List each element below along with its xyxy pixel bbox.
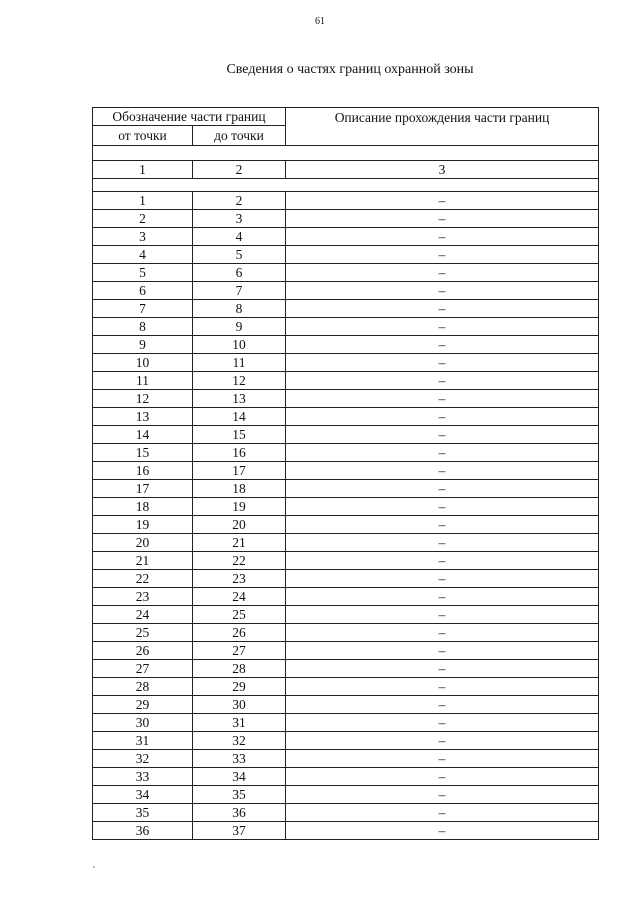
table-row xyxy=(93,732,599,750)
to-point-cell: 25 xyxy=(193,606,286,624)
from-point-cell: 4 xyxy=(93,246,193,264)
description-cell: – xyxy=(286,552,599,570)
to-point-cell: 28 xyxy=(193,660,286,678)
to-point-cell: 5 xyxy=(193,246,286,264)
from-point-cell: 31 xyxy=(93,732,193,750)
table-row xyxy=(93,462,599,480)
to-point-cell: 21 xyxy=(193,534,286,552)
description-cell: – xyxy=(286,354,599,372)
to-point-cell: 23 xyxy=(193,570,286,588)
to-point-cell: 11 xyxy=(193,354,286,372)
to-point-cell: 2 xyxy=(193,192,286,210)
from-point-cell: 17 xyxy=(93,480,193,498)
description-cell: – xyxy=(286,426,599,444)
spacer-row xyxy=(93,179,599,192)
description-cell: – xyxy=(286,606,599,624)
from-point-cell: 33 xyxy=(93,768,193,786)
table-row xyxy=(93,534,599,552)
table-row xyxy=(93,804,599,822)
from-point-cell: 24 xyxy=(93,606,193,624)
spacer-row xyxy=(93,146,599,161)
description-cell: – xyxy=(286,300,599,318)
from-point-cell: 26 xyxy=(93,642,193,660)
description-cell: – xyxy=(286,570,599,588)
description-cell: – xyxy=(286,714,599,732)
table-row xyxy=(93,678,599,696)
to-point-cell: 24 xyxy=(193,588,286,606)
description-cell: – xyxy=(286,444,599,462)
table-row xyxy=(93,372,599,390)
to-point-cell: 7 xyxy=(193,282,286,300)
table-row xyxy=(93,300,599,318)
from-point-cell: 3 xyxy=(93,228,193,246)
from-point-cell: 9 xyxy=(93,336,193,354)
document-title: Сведения о частях границ охранной зоны xyxy=(226,62,474,77)
from-point-cell: 7 xyxy=(93,300,193,318)
designation-header: Обозначение части границ xyxy=(93,108,286,126)
table-row xyxy=(93,408,599,426)
to-point-cell: 15 xyxy=(193,426,286,444)
to-point-cell: 4 xyxy=(193,228,286,246)
boundary-parts-table xyxy=(92,107,599,840)
table-row xyxy=(93,606,599,624)
to-point-cell: 26 xyxy=(193,624,286,642)
to-point-cell: 33 xyxy=(193,750,286,768)
from-point-cell: 23 xyxy=(93,588,193,606)
description-cell: – xyxy=(286,624,599,642)
description-cell: – xyxy=(286,390,599,408)
from-point-cell: 28 xyxy=(93,678,193,696)
to-point-header: до точки xyxy=(193,126,286,146)
table-row xyxy=(93,192,599,210)
to-point-cell: 19 xyxy=(193,498,286,516)
spacer-cell xyxy=(93,146,599,161)
description-cell: – xyxy=(286,786,599,804)
description-cell: – xyxy=(286,534,599,552)
from-point-cell: 20 xyxy=(93,534,193,552)
to-point-cell: 13 xyxy=(193,390,286,408)
column-number-1: 1 xyxy=(93,161,193,179)
table-row xyxy=(93,228,599,246)
from-point-cell: 2 xyxy=(93,210,193,228)
from-point-cell: 15 xyxy=(93,444,193,462)
description-cell: – xyxy=(286,192,599,210)
from-point-header: от точки xyxy=(93,126,193,146)
description-cell: – xyxy=(286,642,599,660)
from-point-cell: 29 xyxy=(93,696,193,714)
table-row xyxy=(93,390,599,408)
description-cell: – xyxy=(286,336,599,354)
table-row xyxy=(93,318,599,336)
description-cell: – xyxy=(286,660,599,678)
column-number-3: 3 xyxy=(286,161,599,179)
from-point-cell: 35 xyxy=(93,804,193,822)
table-row xyxy=(93,282,599,300)
from-point-cell: 27 xyxy=(93,660,193,678)
from-point-cell: 36 xyxy=(93,822,193,840)
description-cell: – xyxy=(286,480,599,498)
from-point-cell: 10 xyxy=(93,354,193,372)
from-point-cell: 8 xyxy=(93,318,193,336)
description-header: Описание прохождения части границ xyxy=(286,108,599,146)
to-point-cell: 35 xyxy=(193,786,286,804)
table-row xyxy=(93,480,599,498)
to-point-cell: 27 xyxy=(193,642,286,660)
to-point-cell: 18 xyxy=(193,480,286,498)
to-point-cell: 10 xyxy=(193,336,286,354)
to-point-cell: 12 xyxy=(193,372,286,390)
from-point-cell: 25 xyxy=(93,624,193,642)
description-cell: – xyxy=(286,282,599,300)
to-point-cell: 29 xyxy=(193,678,286,696)
to-point-cell: 30 xyxy=(193,696,286,714)
table-row xyxy=(93,444,599,462)
description-cell: – xyxy=(286,768,599,786)
from-point-cell: 22 xyxy=(93,570,193,588)
to-point-cell: 9 xyxy=(193,318,286,336)
from-point-cell: 13 xyxy=(93,408,193,426)
description-cell: – xyxy=(286,264,599,282)
table-row xyxy=(93,426,599,444)
description-cell: – xyxy=(286,732,599,750)
to-point-cell: 34 xyxy=(193,768,286,786)
to-point-cell: 36 xyxy=(193,804,286,822)
description-cell: – xyxy=(286,462,599,480)
description-cell: – xyxy=(286,318,599,336)
table-row xyxy=(93,570,599,588)
description-cell: – xyxy=(286,210,599,228)
from-point-cell: 5 xyxy=(93,264,193,282)
table-row xyxy=(93,264,599,282)
table-row xyxy=(93,750,599,768)
scan-speck xyxy=(93,866,95,868)
spacer-cell xyxy=(93,179,599,192)
to-point-cell: 22 xyxy=(193,552,286,570)
table-row xyxy=(93,660,599,678)
table-row xyxy=(93,714,599,732)
description-cell: – xyxy=(286,750,599,768)
description-cell: – xyxy=(286,804,599,822)
to-point-cell: 32 xyxy=(193,732,286,750)
table-row xyxy=(93,696,599,714)
from-point-cell: 1 xyxy=(93,192,193,210)
description-cell: – xyxy=(286,588,599,606)
from-point-cell: 21 xyxy=(93,552,193,570)
table-row xyxy=(93,642,599,660)
table-header-row xyxy=(93,108,599,126)
from-point-cell: 11 xyxy=(93,372,193,390)
description-cell: – xyxy=(286,228,599,246)
description-cell: – xyxy=(286,372,599,390)
description-cell: – xyxy=(286,246,599,264)
table-row xyxy=(93,516,599,534)
table-row xyxy=(93,354,599,372)
description-cell: – xyxy=(286,498,599,516)
to-point-cell: 37 xyxy=(193,822,286,840)
column-numbers-row xyxy=(93,161,599,179)
to-point-cell: 6 xyxy=(193,264,286,282)
from-point-cell: 34 xyxy=(93,786,193,804)
table-row xyxy=(93,498,599,516)
from-point-cell: 19 xyxy=(93,516,193,534)
from-point-cell: 14 xyxy=(93,426,193,444)
description-cell: – xyxy=(286,696,599,714)
from-point-cell: 32 xyxy=(93,750,193,768)
to-point-cell: 3 xyxy=(193,210,286,228)
table-row xyxy=(93,822,599,840)
column-number-2: 2 xyxy=(193,161,286,179)
table-row xyxy=(93,588,599,606)
to-point-cell: 8 xyxy=(193,300,286,318)
to-point-cell: 17 xyxy=(193,462,286,480)
description-cell: – xyxy=(286,408,599,426)
table-row xyxy=(93,552,599,570)
to-point-cell: 14 xyxy=(193,408,286,426)
to-point-cell: 20 xyxy=(193,516,286,534)
from-point-cell: 6 xyxy=(93,282,193,300)
description-cell: – xyxy=(286,516,599,534)
to-point-cell: 16 xyxy=(193,444,286,462)
table-row xyxy=(93,210,599,228)
table-row xyxy=(93,624,599,642)
table-row xyxy=(93,768,599,786)
to-point-cell: 31 xyxy=(193,714,286,732)
page-number: 61 xyxy=(315,16,325,27)
from-point-cell: 12 xyxy=(93,390,193,408)
table-row xyxy=(93,786,599,804)
description-cell: – xyxy=(286,822,599,840)
table-row xyxy=(93,246,599,264)
from-point-cell: 30 xyxy=(93,714,193,732)
description-cell: – xyxy=(286,678,599,696)
from-point-cell: 16 xyxy=(93,462,193,480)
from-point-cell: 18 xyxy=(93,498,193,516)
table-row xyxy=(93,336,599,354)
